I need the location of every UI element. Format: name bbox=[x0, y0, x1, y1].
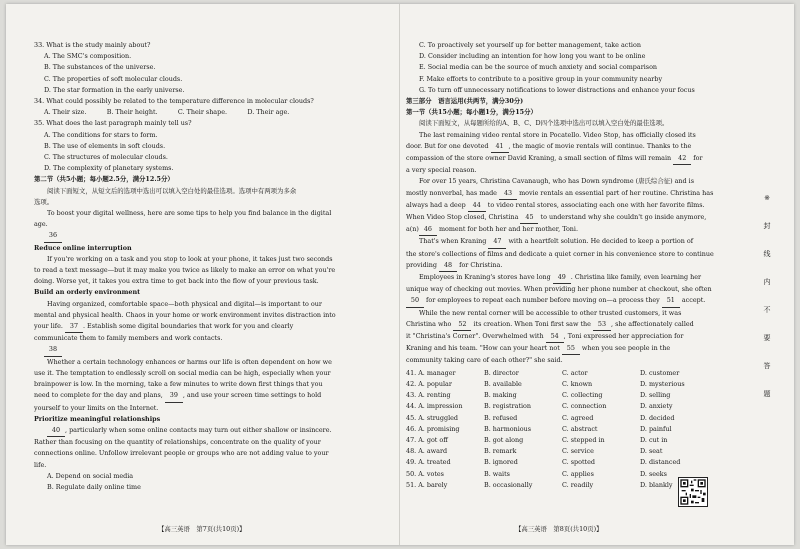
paragraph-line: Kraning and his team. "How can your heart not 55 when you see people in the bbox=[406, 343, 741, 355]
choice-option: C. connection bbox=[562, 402, 607, 411]
choice-option: C. readily bbox=[562, 480, 594, 489]
option-f: F. Make efforts to contribute to a positive group in your community nearby bbox=[419, 74, 663, 83]
choice-number-option: 47. A. got off bbox=[406, 435, 448, 444]
paragraph-line: 50 for employees to repeat each number before moving on—a process they 51 accept. bbox=[406, 295, 741, 307]
blank-36: 36 bbox=[44, 230, 62, 242]
choice-option: C. known bbox=[562, 379, 593, 388]
choice-option: B. occasionally bbox=[484, 480, 533, 489]
paragraph-line: the store's collections of films and dedicate a quiet corner in his convenience store to continue bbox=[406, 249, 714, 258]
blank-53: 53 bbox=[593, 319, 611, 331]
blank-49: 49 bbox=[553, 272, 571, 284]
paragraph-line: compassion of the store owner David Kraning, a small section of films will remain 42 for bbox=[406, 153, 741, 165]
choice-option: C. abstract bbox=[562, 424, 598, 433]
choice-option: B. waits bbox=[484, 469, 510, 478]
choice-option: B. making bbox=[484, 391, 517, 400]
blank-55: 55 bbox=[562, 343, 580, 355]
blank-41: 41 bbox=[491, 141, 509, 153]
choice-option: C. stepped in bbox=[562, 435, 605, 444]
choice-number-option: 51. A. barely bbox=[406, 480, 448, 489]
choice-row bbox=[406, 390, 685, 401]
choice-option: D. anxiety bbox=[640, 402, 673, 411]
paragraph-line: it "Christina's Corner". Overwhelmed with 54 , Toni expressed her appreciation for bbox=[406, 331, 741, 343]
exam-sheet bbox=[6, 4, 794, 545]
paragraph-line: brainpower is low. In the morning, take a few minutes to write down first things that you bbox=[34, 380, 323, 389]
option-c: C. To proactively set yourself up for better management, take action bbox=[419, 41, 641, 49]
paragraph-line: Having organized, comfortable space—both physical and digital—is important to our bbox=[47, 299, 322, 308]
footer-page-7: 【高三英语 第7页(共10页)】 bbox=[158, 525, 246, 533]
seal-char: 内 bbox=[763, 278, 771, 286]
option: B. The use of elements in soft clouds. bbox=[44, 141, 166, 150]
choice-row bbox=[406, 368, 685, 379]
paragraph-line: to read a text message—but it may make you twice as likely to make an error on what you're bbox=[34, 266, 336, 275]
paragraph-line: life. bbox=[34, 460, 47, 469]
intro-text: To boost your digital wellness, here are some tips to help you find balance in the digital bbox=[47, 209, 332, 218]
blank-50: 50 bbox=[406, 295, 424, 307]
qr-code bbox=[678, 477, 708, 507]
paragraph-line: your life. 37 . Establish some digital boundaries that work for you and clearly bbox=[34, 321, 379, 333]
section-instruction: 阅读下面短文，从短文后的选项中选出可以填入空白处的最佳选项。选项中有两项为多余 bbox=[47, 186, 297, 195]
part3-instruction: 阅读下面短文，从每题所给的A、B、C、D四个选项中选出可以填入空白处的最佳选项。 bbox=[419, 119, 669, 128]
choice-option: D. mysterious bbox=[640, 379, 685, 388]
seal-char: 答 bbox=[763, 362, 771, 370]
option: C. The structures of molecular clouds. bbox=[44, 153, 168, 162]
choice-row bbox=[406, 480, 685, 491]
footer-page-8: 【高三英语 第8页(共10页)】 bbox=[515, 525, 603, 533]
choice-row bbox=[406, 469, 685, 480]
blank-37: 37 bbox=[65, 321, 83, 333]
choice-option: D. seeks bbox=[640, 469, 667, 478]
seal-char: 线 bbox=[763, 250, 771, 258]
choice-row bbox=[406, 401, 685, 412]
paragraph-line: The last remaining video rental store in Pocatello. Video Stop, has officially closed its bbox=[419, 130, 696, 139]
paragraph-line: Christina who 52 its creation. When Toni first saw the 53 , she affectionately called bbox=[406, 319, 741, 331]
heading-reduce: Reduce online interruption bbox=[34, 243, 132, 252]
choice-option: D. seat bbox=[640, 447, 663, 456]
option: C. The properties of soft molecular clouds. bbox=[44, 74, 183, 83]
choice-option: D. painful bbox=[640, 424, 672, 433]
paragraph-line: Rather than focusing on the quantity of relationships, concentrate on the quality of your bbox=[34, 438, 321, 447]
option-e: E. Social media can be the source of much anxiety and social comparison bbox=[419, 63, 658, 72]
choice-number-option: 50. A. votes bbox=[406, 469, 444, 478]
paragraph-line: That's when Kraning 47 with a heartfelt solution. He decided to keep a portion of bbox=[406, 236, 741, 248]
option: B. The substances of the universe. bbox=[44, 63, 156, 72]
question-34: 34. What could possibly be related to the temperature difference in molecular clouds? bbox=[34, 97, 314, 106]
section-instruction-cont: 选项。 bbox=[34, 197, 54, 206]
right-page bbox=[406, 40, 741, 491]
option: D. The complexity of planetary systems. bbox=[44, 164, 174, 173]
paragraph-line: connections online. Unfollow irrelevant people or groups who are not adding value to your bbox=[34, 449, 329, 458]
blank-42: 42 bbox=[673, 153, 691, 165]
choice-number-option: 41. A. manager bbox=[406, 368, 456, 377]
choice-option: D. blankly bbox=[640, 480, 673, 489]
choice-number-option: 48. A. award bbox=[406, 447, 448, 456]
choice-option: D. selling bbox=[640, 391, 671, 400]
choice-row bbox=[406, 379, 685, 390]
blank-47: 47 bbox=[488, 236, 506, 248]
intro-text-cont: age. bbox=[34, 220, 48, 229]
paragraph-line: yourself to your limits on the Internet. bbox=[34, 403, 159, 412]
paragraph-line: communicate them to family members and work contacts. bbox=[34, 334, 223, 343]
paragraph-line: 40 , particularly when some online contacts may turn out either shallow or insincere. bbox=[34, 425, 379, 437]
choices-table bbox=[406, 368, 685, 491]
choice-option: C. service bbox=[562, 447, 594, 456]
choice-option: C. collecting bbox=[562, 391, 603, 400]
qr-code-icon bbox=[679, 478, 707, 506]
seal-char: 不 bbox=[763, 306, 771, 314]
choice-option: C. spotted bbox=[562, 458, 595, 467]
paragraph-line: need to complete for the day and plans, 39 , and use your screen time settings to hold bbox=[34, 390, 379, 402]
option: D. The star formation in the early universe. bbox=[44, 85, 185, 94]
options-34: A. Their size. B. Their height. C. Their shape. D. Their age. bbox=[44, 108, 290, 117]
choice-option: D. cut in bbox=[640, 435, 668, 444]
choice-option: B. remark bbox=[484, 447, 517, 456]
paragraph-line: Whether a certain technology enhances or harms our life is often dependent on how we bbox=[47, 357, 332, 366]
paragraph-line: a very special reason. bbox=[406, 166, 477, 175]
blank-54: 54 bbox=[546, 331, 564, 343]
paragraph-line: If you're working on a task and you stop to look at your phone, it takes just two seconds bbox=[47, 254, 333, 263]
option-d: D. Consider including an intention for how long you want to be online bbox=[419, 52, 646, 61]
paragraph-line: providing 48 for Christina. bbox=[406, 260, 741, 272]
choice-option: B. ignored bbox=[484, 458, 518, 467]
blank-52: 52 bbox=[453, 319, 471, 331]
seal-char: ※ bbox=[764, 194, 770, 202]
seal-char: 题 bbox=[763, 390, 771, 398]
paragraph-line: For over 15 years, Christina Cavanaugh, who has Down syndrome (唐氏综合征) and is bbox=[419, 177, 694, 186]
question-33: 33. What is the study mainly about? bbox=[34, 41, 151, 49]
blank-43: 43 bbox=[499, 188, 517, 200]
blank-40: 40 bbox=[47, 425, 65, 437]
choice-option: B. director bbox=[484, 368, 519, 377]
choice-number-option: 49. A. treated bbox=[406, 458, 451, 467]
seal-char: 要 bbox=[763, 334, 771, 342]
choice-option: D. customer bbox=[640, 368, 680, 377]
option-g: G. To turn off unnecessary notifications to lower distractions and enhance your focus bbox=[419, 85, 695, 94]
choice-number-option: 44. A. impression bbox=[406, 402, 463, 411]
paragraph-line: While the new rental corner will be accessible to other trusted customers, it was bbox=[419, 308, 682, 317]
paragraph-line: always had a deep 44 to video rental stores, associating each one with her favorite films. bbox=[406, 200, 741, 212]
paragraph-line: mental and physical health. Chaos in your home or work environment invites distraction into bbox=[34, 310, 336, 319]
blank-46: 46 bbox=[419, 224, 437, 236]
paragraph-line: door. But for one devoted 41 , the magic of movie rentals will continue. Thanks to the bbox=[406, 141, 741, 153]
choice-option: B. got along bbox=[484, 435, 524, 444]
paragraph-line: unique way of checking out movies. When providing her phone number at checkout, she often bbox=[406, 285, 712, 294]
choice-option: D. distanced bbox=[640, 458, 681, 467]
choice-option: C. applies bbox=[562, 469, 594, 478]
blank-44: 44 bbox=[468, 200, 486, 212]
choice-option: B. available bbox=[484, 379, 522, 388]
page-fold bbox=[399, 4, 400, 545]
choice-option: B. refused bbox=[484, 413, 518, 422]
option-a: A. Depend on social media bbox=[47, 471, 134, 480]
paragraph-line: community taking care of each other?" she said. bbox=[406, 356, 563, 365]
seal-char: 封 bbox=[763, 222, 771, 230]
choice-row bbox=[406, 457, 685, 468]
section-header: 第二节（共5小题；每小题2.5分，满分12.5分） bbox=[34, 175, 174, 184]
question-35: 35. What does the last paragraph mainly tell us? bbox=[34, 119, 192, 128]
heading-build: Build an orderly environment bbox=[34, 288, 141, 297]
choice-number-option: 46. A. promising bbox=[406, 424, 460, 433]
blank-51: 51 bbox=[662, 295, 680, 307]
choice-option: B. harmonious bbox=[484, 424, 532, 433]
choice-option: B. registration bbox=[484, 402, 532, 411]
heading-prioritize: Prioritize meaningful relationships bbox=[34, 414, 161, 423]
paragraph-line: Employees in Kraning's stores have long 49 . Christina like family, even learning her bbox=[406, 272, 741, 284]
choice-row bbox=[406, 424, 685, 435]
left-page bbox=[34, 40, 379, 493]
choice-row bbox=[406, 435, 685, 446]
choice-row bbox=[406, 446, 685, 457]
choice-option: C. actor bbox=[562, 368, 588, 377]
choice-row bbox=[406, 413, 685, 424]
seal-line-notice bbox=[758, 184, 776, 408]
blank-45: 45 bbox=[520, 212, 538, 224]
choice-option: C. agreed bbox=[562, 413, 594, 422]
option-b: B. Regulate daily online time bbox=[47, 482, 141, 491]
choice-number-option: 42. A. popular bbox=[406, 379, 452, 388]
part3-section1: 第一节（共15小题；每小题1分，满分15分） bbox=[406, 108, 537, 117]
blank-38: 38 bbox=[44, 344, 62, 356]
choice-option: D. decided bbox=[640, 413, 675, 422]
blank-48: 48 bbox=[439, 260, 457, 272]
paragraph-line: use it. The temptation to endlessly scroll on social media can be high, especially when your bbox=[34, 368, 331, 377]
option: A. The conditions for stars to form. bbox=[44, 130, 158, 139]
blank-39: 39 bbox=[165, 390, 183, 402]
option: A. The SMC's composition. bbox=[44, 52, 132, 61]
paragraph-line: doing. Worse yet, it takes you extra time to get back into the flow of your previous task. bbox=[34, 277, 319, 286]
choice-number-option: 43. A. renting bbox=[406, 391, 451, 400]
paragraph-line: When Video Stop closed, Christina 45 to understand why she couldn't go inside anymore, bbox=[406, 212, 741, 224]
choice-number-option: 45. A. struggled bbox=[406, 413, 458, 422]
paragraph-line: a(n) 46 moment for both her and her mother, Toni. bbox=[406, 224, 741, 236]
part3-header: 第三部分 语言运用(共两节，满分30分) bbox=[406, 97, 524, 106]
paragraph-line: mostly nonverbal, has made 43 movie rentals an essential part of her routine. Christina has bbox=[406, 188, 741, 200]
